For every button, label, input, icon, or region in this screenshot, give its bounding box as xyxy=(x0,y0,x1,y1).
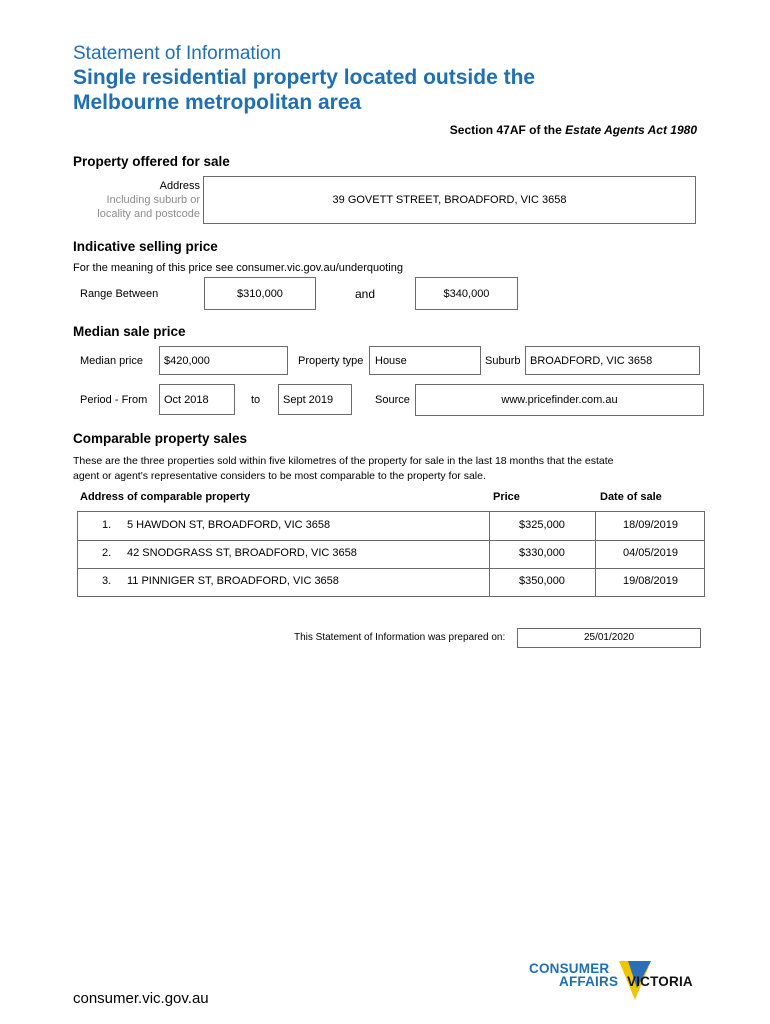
prepared-date-field[interactable] xyxy=(517,628,701,648)
act-name: Estate Agents Act 1980 xyxy=(565,123,697,137)
median-price-value: $420,000 xyxy=(164,355,210,367)
logo-affairs-text: AFFAIRS xyxy=(559,974,619,989)
median-heading: Median sale price xyxy=(73,324,186,339)
table-row-address: 11 PINNIGER ST, BROADFORD, VIC 3658 xyxy=(127,575,339,587)
period-to-value: Sept 2019 xyxy=(283,394,334,406)
table-row-number: 3. xyxy=(102,575,112,587)
page-title-line1: Single residential property located outside the xyxy=(73,66,536,89)
period-label: Period - From xyxy=(80,394,148,406)
comparable-heading: Comparable property sales xyxy=(73,431,248,446)
prepared-label: This Statement of Information was prepared on: xyxy=(294,632,506,643)
range-high-value: $340,000 xyxy=(443,288,490,300)
table-row-price: $325,000 xyxy=(519,519,565,531)
period-from-value: Oct 2018 xyxy=(164,394,209,406)
property-heading: Property offered for sale xyxy=(73,154,230,169)
table-row-number: 2. xyxy=(102,547,112,559)
logo-consumer-text: CONSUMER xyxy=(529,961,610,976)
prepared-date-value: 25/01/2020 xyxy=(583,632,635,643)
table-row-price: $330,000 xyxy=(519,547,565,559)
range-low-value: $310,000 xyxy=(237,288,283,300)
property-type-label: Property type xyxy=(298,355,364,367)
table-row-date: 18/09/2019 xyxy=(622,519,679,531)
address-sublabel-2: locality and postcode xyxy=(97,208,200,220)
period-to-field[interactable] xyxy=(278,384,352,415)
table-row-price: $350,000 xyxy=(519,575,565,587)
comparable-description-line1: These are the three properties sold within five kilometres of the property for sale in the last 18 months that the estate xyxy=(73,455,614,467)
footer-url[interactable]: consumer.vic.gov.au xyxy=(73,990,209,1007)
suburb-label: Suburb xyxy=(485,355,521,367)
source-value: www.pricefinder.com.au xyxy=(501,394,618,406)
range-and-label: and xyxy=(355,287,376,301)
period-from-field[interactable] xyxy=(159,384,235,415)
address-label-group xyxy=(97,179,200,221)
table-row-divider xyxy=(78,540,704,541)
comparable-description-line2: agent or agent's representative considers to be most comparable to the property for sale. xyxy=(73,470,486,482)
property-type-value: House xyxy=(375,355,407,367)
indicative-note: For the meaning of this price see consumer.vic.gov.au/underquoting xyxy=(73,262,403,274)
range-high-field[interactable] xyxy=(415,277,518,310)
address-field[interactable] xyxy=(203,176,696,224)
consumer-affairs-victoria-logo xyxy=(527,958,705,1010)
comparable-description xyxy=(73,454,613,484)
suburb-value: BROADFORD, VIC 3658 xyxy=(530,355,653,367)
page-kicker: Statement of Information xyxy=(73,43,282,64)
table-row-divider xyxy=(78,568,704,569)
median-price-field[interactable] xyxy=(159,346,288,375)
range-low-field[interactable] xyxy=(204,277,316,310)
table-row-address: 42 SNODGRASS ST, BROADFORD, VIC 3658 xyxy=(127,547,357,559)
indicative-heading: Indicative selling price xyxy=(73,239,218,254)
period-to-label: to xyxy=(251,394,261,406)
median-price-label: Median price xyxy=(80,355,143,367)
comparable-table xyxy=(77,511,705,597)
table-row-date: 19/08/2019 xyxy=(622,575,679,587)
table-row-date: 04/05/2019 xyxy=(622,547,679,559)
logo-victoria-text: VICTORIA xyxy=(627,974,693,989)
property-type-field[interactable] xyxy=(369,346,481,375)
page-title-line2: Melbourne metropolitan area xyxy=(73,91,362,114)
source-field[interactable] xyxy=(415,384,704,416)
table-row-number: 1. xyxy=(102,519,112,531)
table-row-address: 5 HAWDON ST, BROADFORD, VIC 3658 xyxy=(127,519,331,531)
address-value: 39 GOVETT STREET, BROADFORD, VIC 3658 xyxy=(332,194,567,206)
page-title xyxy=(73,65,535,115)
column-header-date: Date of sale xyxy=(600,491,662,503)
section-prefix: Section 47AF of the xyxy=(449,123,566,137)
column-header-address: Address of comparable property xyxy=(80,491,250,503)
section-reference xyxy=(450,123,697,137)
column-header-price: Price xyxy=(493,491,520,503)
address-sublabel-1: Including suburb or xyxy=(106,194,200,206)
source-label: Source xyxy=(375,394,410,406)
suburb-field[interactable] xyxy=(525,346,700,375)
address-label: Address xyxy=(159,180,200,192)
range-label: Range Between xyxy=(80,288,159,300)
